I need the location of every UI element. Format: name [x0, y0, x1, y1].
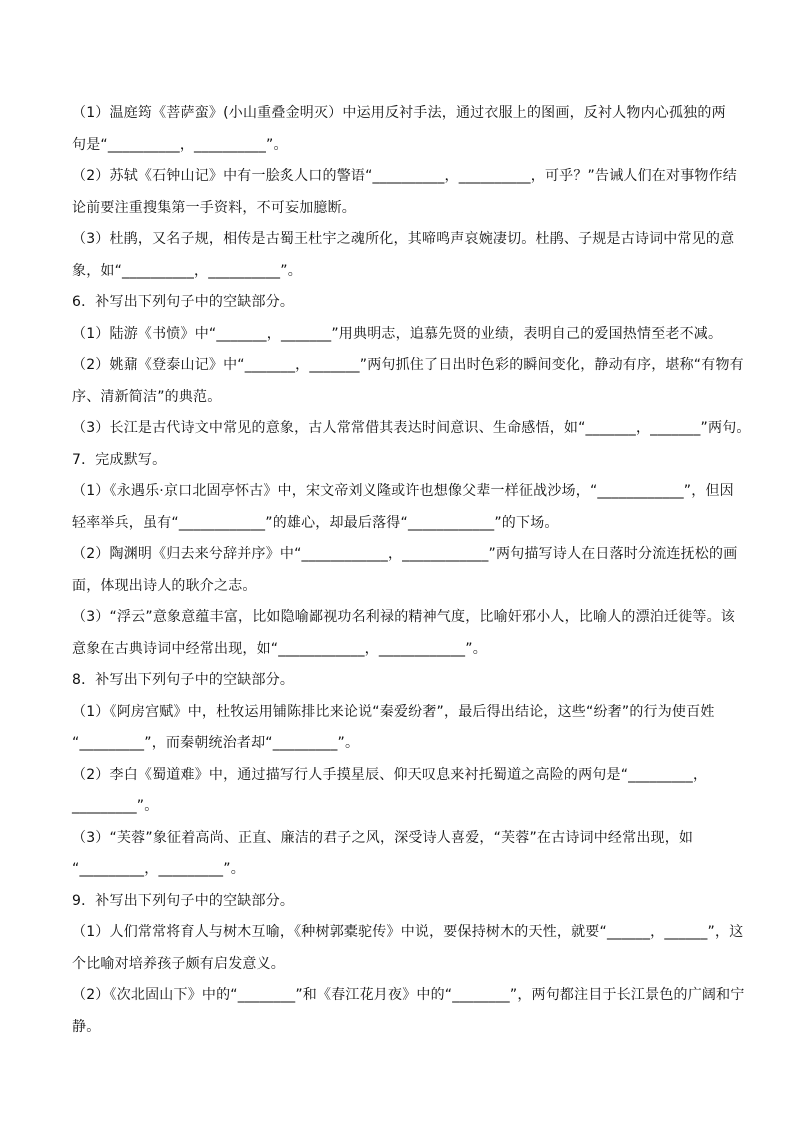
text-line: （2）陶渊明《归去来兮辞并序》中“____________，____________”两句描写诗人在日落时分流连抚松的画 [72, 546, 738, 562]
text-line: （1）《阿房宫赋》中，杜牧运用铺陈排比来论说“秦爱纷奢”，最后得出结论，这些“纷奢”的行为使百姓 [72, 703, 715, 720]
text-line: （1）陆游《书愤》中“_______，_______”用典明志，追慕先贤的业绩，表明自己的爱国热情至老不减。 [72, 325, 723, 342]
text-line: 序、清新简洁”的典范。 [72, 388, 222, 405]
text-line: （1）人们常常将育人与树木互喻，《种树郭橐驼传》中说，要保持树木的天性，就要“______，______”，这 [72, 924, 744, 940]
text-line: 个比喻对培养孩子颇有启发意义。 [72, 955, 285, 972]
text-line: 意象在古典诗词中经常出现，如“____________，____________”。 [72, 640, 487, 657]
question-heading: 7．完成默写。 [72, 451, 167, 468]
question-heading: 9．补写出下列句子中的空缺部分。 [72, 892, 295, 909]
text-line: 论前要注重搜集第一手资料，不可妄加臆断。 [72, 199, 356, 216]
text-line: （3）“芙蓉”象征着高尚、正直、廉洁的君子之风，深受诗人喜爱，“芙蓉”在古诗词中经常出现，如 [72, 829, 694, 846]
text-line: （2）苏轼《石钟山记》中有一脍炙人口的警语“__________，__________，可乎？”告诫人们在对事物作结 [72, 168, 738, 184]
question-heading: 8．补写出下列句子中的空缺部分。 [72, 672, 295, 688]
text-line: 面，体现出诗人的耿介之志。 [72, 577, 257, 594]
text-line: 句是“__________，__________”。 [72, 136, 288, 153]
text-line: 静。 [72, 1018, 101, 1035]
text-line: 轻率举兵，虽有“____________”的雄心，却最后落得“____________”的下场。 [72, 514, 559, 531]
document-body [72, 98, 751, 1043]
text-line: （3）长江是古代诗文中常见的意象，古人常常借其表达时间意识、生命感悟，如“_______，_______”两句。 [72, 420, 751, 436]
text-line: （2）《次北固山下》中的“________”和《春江花月夜》中的“________”，两句都注目于长江景色的广阔和宁 [72, 987, 745, 1003]
text-line: （2）姚鼐《登泰山记》中“_______，_______”两句抓住了日出时色彩的瞬间变化，静动有序，堪称“有物有 [72, 357, 744, 373]
text-line: （3）“浮云”意象意蕴丰富，比如隐喻鄙视功名利禄的精神气度，比喻奸邪小人，比喻人的漂泊迁徙等。该 [72, 609, 736, 625]
text-line: _________”。 [72, 798, 159, 814]
text-line: （3）杜鹃，又名子规，相传是古蜀王杜宇之魂所化，其啼鸣声哀婉凄切。杜鹃、子规是古诗词中常见的意 [72, 231, 735, 247]
question-heading: 6．补写出下列句子中的空缺部分。 [72, 294, 295, 310]
text-line: （2）李白《蜀道难》中，通过描写行人手摸星辰、仰天叹息来衬托蜀道之高险的两句是“_________， [72, 766, 708, 783]
text-line: 象，如“__________，__________”。 [72, 262, 302, 279]
text-line: “_________，_________”。 [72, 861, 245, 877]
text-line: （1）《永遇乐·京口北固亭怀古》中，宋文帝刘义隆或许也想像父辈一样征战沙场，“____________”，但因 [72, 483, 734, 499]
text-line: （1）温庭筠《菩萨蛮》(小山重叠金明灭）中运用反衬手法，通过衣服上的图画，反衬人物内心孤独的两 [72, 105, 726, 121]
text-line: “_________”，而秦朝统治者却“_________”。 [72, 735, 360, 751]
